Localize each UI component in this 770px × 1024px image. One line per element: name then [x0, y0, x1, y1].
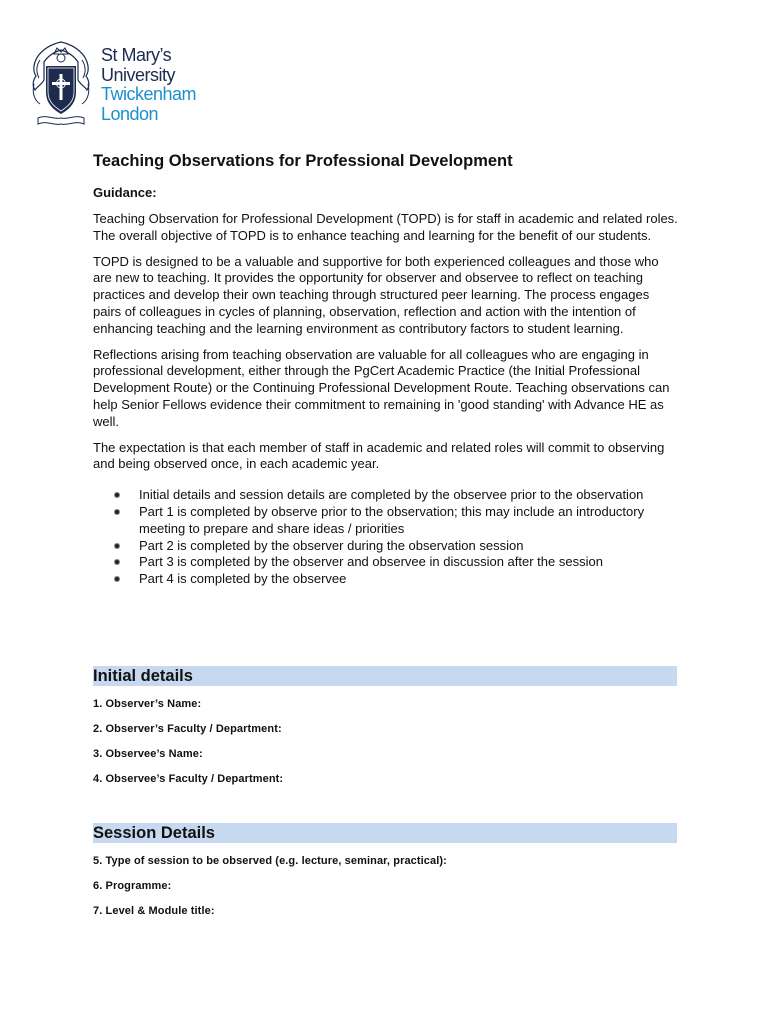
observee-name-field-label: 3. Observee’s Name:	[93, 748, 203, 760]
observer-name-field-label: 1. Observer’s Name:	[93, 698, 202, 710]
list-item	[139, 538, 678, 555]
guidance-paragraph: The expectation is that each member of staff in academic and related roles will commit to observing and being observed once, in each academic year.	[93, 439, 665, 472]
logo-line-1: St Mary’s	[101, 45, 172, 65]
list-item	[139, 571, 678, 588]
guidance-paragraph: Teaching Observation for Professional Development (TOPD) is for staff in academic and related roles. The overall objective of TOPD is to enhance teaching and learning for the benefit of our students.	[93, 211, 678, 243]
guidance-paragraph: TOPD is designed to be a valuable and supportive for both experienced colleagues and those who are new to teaching. It provides the opportunity for observer and observee to reflect on teaching practices and develop their own teaching through structured peer learning. The process engages pairs of colleagues in cycles of planning, observation, reflection and action with the intention of enhancing teaching and the learning environment as contributory factors to student learning.	[93, 253, 659, 336]
programme-field-label: 6. Programme:	[93, 880, 172, 892]
bullet-icon	[114, 576, 120, 582]
bullet-icon	[114, 509, 120, 515]
observee-department-field-label: 4. Observee’s Faculty / Department:	[93, 773, 284, 785]
list-item-text: Part 3 is completed by the observer and observee in discussion after the session	[139, 554, 603, 570]
list-item-text: Part 1 is completed by observe prior to the observation; this may include an introductory meeting to prepare and share ideas / priorities	[139, 503, 645, 536]
logo-line-4: London	[101, 103, 159, 124]
guidance-paragraph: Reflections arising from teaching observation are valuable for all colleagues who are engaging in professional development, either through the PgCert Academic Practice (the Initial Professional Development Route) or the Continuing Professional Development Route. Teaching observations can help Senior Fellows evidence their commitment to remaining in 'good standing' with Advance HE as well.	[93, 346, 670, 429]
process-steps-list	[93, 487, 678, 588]
initial-details-heading: Initial details	[93, 666, 677, 686]
document-body	[93, 150, 678, 588]
list-item	[139, 504, 678, 538]
list-item	[139, 487, 678, 504]
bullet-icon	[114, 543, 120, 549]
observer-department-field-label: 2. Observer’s Faculty / Department:	[93, 723, 282, 735]
session-details-heading: Session Details	[93, 823, 677, 843]
guidance-heading: Guidance:	[93, 185, 157, 200]
logo-wordmark	[101, 46, 196, 124]
list-item-text: Initial details and session details are completed by the observee prior to the observation	[139, 487, 644, 503]
session-type-field-label: 5. Type of session to be observed (e.g. lecture, seminar, practical):	[93, 855, 447, 867]
page-title: Teaching Observations for Professional Development	[93, 152, 513, 170]
list-item	[139, 554, 678, 571]
university-crest-icon	[30, 40, 92, 128]
logo-line-2: University	[101, 64, 176, 85]
level-module-field-label: 7. Level & Module title:	[93, 905, 215, 917]
logo-line-3: Twickenham	[101, 84, 197, 104]
bullet-icon	[114, 559, 120, 565]
list-item-text: Part 2 is completed by the observer during the observation session	[139, 537, 524, 553]
list-item-text: Part 4 is completed by the observee	[139, 571, 347, 587]
university-logo	[30, 40, 230, 130]
bullet-icon	[114, 492, 120, 498]
